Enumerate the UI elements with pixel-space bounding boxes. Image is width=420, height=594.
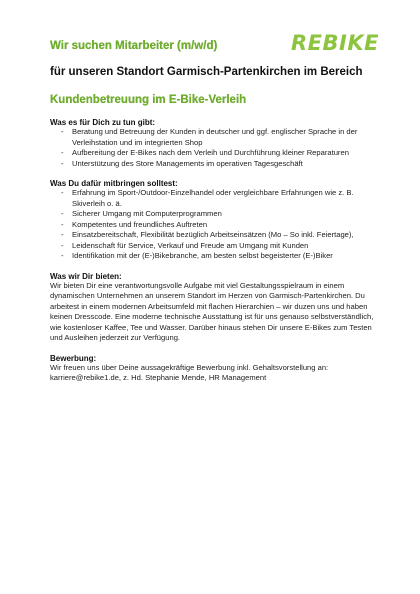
offer-text: Wir bieten Dir eine verantwortungsvolle Aufgabe mit viel Gestaltungsspielraum in einem dynamischen Unternehmen an unserem Standort im Herzen von Garmisch-Partenkirchen. Du arbeitest in einem modernen Arbeitsumfeld mit flachen Hierarchien – wir duzen uns und haben keinen Dresscode. Eine moderne technische Ausstattung ist für uns genauso selbstverständlich, wie kostenloser Kaffee, Tee und Wasser. Darüber hinaus stehen Dir unsere E-Bikes zum Testen und Ausleihen jederzeit zur Verfügung. — [50, 280, 374, 342]
requirements-title: Was Du dafür mitbringen solltest: — [50, 179, 178, 188]
list-item-text: Erfahrung im Sport-/Outdoor-Einzelhandel oder vergleichbare Erfahrungen wie z. B. Skiverleih o. ä. — [72, 188, 354, 208]
list-item-text: Aufbereitung der E-Bikes nach dem Verleih und Durchführung kleiner Reparaturen — [72, 148, 349, 157]
dash-bullet-icon: - — [61, 148, 64, 157]
list-item-text: Einsatzbereitschaft, Flexibilität bezüglich Arbeitseinsätzen (Mo – So inkl. Feiertage), — [72, 230, 354, 239]
dash-bullet-icon: - — [61, 230, 64, 239]
dash-bullet-icon: - — [61, 188, 64, 197]
list-item-text: Beratung und Betreuung der Kunden in deutscher und ggf. englischer Sprache in der Verleihstation und im integrierten Shop — [72, 127, 358, 147]
offer-section — [50, 272, 380, 344]
list-item-text: Leidenschaft für Service, Verkauf und Freude am Umgang mit Kunden — [72, 240, 309, 250]
list-item — [50, 127, 380, 148]
job-title: Wir suchen Mitarbeiter (m/w/d) — [50, 40, 218, 52]
list-item — [50, 148, 380, 159]
list-item — [50, 159, 380, 170]
requirements-section — [50, 179, 380, 262]
tasks-title: Was es für Dich zu tun gibt: — [50, 118, 156, 127]
list-item — [50, 220, 380, 231]
list-item-text: Sicherer Umgang mit Computerprogrammen — [72, 209, 222, 218]
dash-bullet-icon: - — [61, 127, 64, 136]
dash-bullet-icon: - — [61, 240, 64, 250]
tasks-list — [50, 127, 380, 169]
list-item — [50, 251, 380, 262]
list-item — [50, 209, 380, 220]
application-text: Wir freuen uns über Deine aussagekräftige Bewerbung inkl. Gehaltsvorstellung an: karriere@rebike1.de, z. Hd. Stephanie Mende, HR Management — [50, 362, 329, 382]
application-section — [50, 354, 380, 384]
dash-bullet-icon: - — [61, 209, 64, 218]
dash-bullet-icon: - — [61, 219, 64, 229]
offer-title: Was wir Dir bieten: — [50, 271, 122, 281]
application-title: Bewerbung: — [50, 353, 97, 363]
list-item — [50, 241, 380, 252]
dash-bullet-icon: - — [61, 158, 64, 168]
department-title: Kundenbetreuung im E-Bike-Verleih — [50, 94, 247, 106]
list-item — [50, 230, 380, 241]
list-item — [50, 188, 380, 209]
tasks-section — [50, 118, 380, 169]
rebike-logo: REBIKE — [291, 31, 379, 55]
location-subtitle: für unseren Standort Garmisch-Partenkirchen im Bereich — [50, 66, 363, 78]
dash-bullet-icon: - — [61, 251, 64, 260]
requirements-list — [50, 188, 380, 262]
posting-content — [50, 40, 380, 384]
list-item-text: Unterstützung des Store Managements im operativen Tagesgeschäft — [72, 158, 303, 168]
list-item-text: Kompetentes und freundliches Auftreten — [72, 219, 208, 229]
list-item-text: Identifikation mit der (E-)Bikebranche, am besten selbst begeisterter (E-)Biker — [72, 251, 333, 260]
